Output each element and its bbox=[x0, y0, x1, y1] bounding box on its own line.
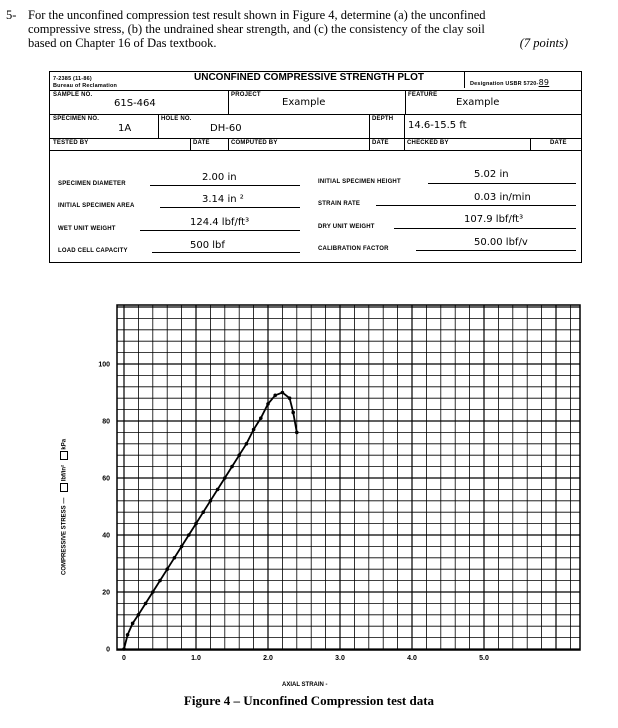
y-unit-lbf: lbf/in² bbox=[61, 464, 68, 482]
hole-no-value: DH-60 bbox=[210, 123, 242, 134]
hole-no-label: HOLE NO. bbox=[161, 116, 192, 122]
y-tick-label: 40 bbox=[102, 532, 110, 540]
y-tick-label: 20 bbox=[102, 589, 110, 597]
feature-label: FEATURE bbox=[408, 92, 438, 98]
data-point bbox=[144, 602, 148, 606]
x-tick-label: 5.0 bbox=[479, 655, 489, 662]
unit-checkbox-lbf bbox=[60, 483, 68, 492]
dry-unit-weight-label: DRY UNIT WEIGHT bbox=[318, 224, 375, 230]
specimen-diameter-label: SPECIMEN DIAMETER bbox=[58, 181, 126, 187]
date-label: DATE bbox=[193, 140, 210, 146]
calibration-factor-label: CALIBRATION FACTOR bbox=[318, 246, 389, 252]
data-point bbox=[291, 411, 295, 415]
y-axis-title bbox=[60, 435, 68, 575]
initial-specimen-height-label: INITIAL SPECIMEN HEIGHT bbox=[318, 179, 401, 185]
date-label-3: DATE bbox=[550, 140, 567, 146]
data-point bbox=[209, 499, 213, 503]
project-value: Example bbox=[282, 97, 326, 108]
unit-checkbox-kpa bbox=[60, 451, 68, 460]
data-point bbox=[126, 633, 130, 637]
specimen-diameter-value: 2.00 in bbox=[202, 172, 237, 183]
calibration-factor-value: 50.00 lbf/v bbox=[474, 237, 528, 248]
y-unit-kpa: kPa bbox=[61, 438, 68, 450]
designation-year: 89 bbox=[538, 78, 550, 87]
question-points: (7 points) bbox=[519, 36, 568, 50]
x-axis-title: AXIAL STRAIN - bbox=[282, 682, 328, 688]
y-tick-label: 60 bbox=[102, 475, 110, 483]
initial-specimen-area-value: 3.14 in ² bbox=[202, 194, 244, 205]
specimen-no-value: 1A bbox=[118, 123, 132, 134]
sample-no-value: 61S-464 bbox=[114, 98, 156, 109]
question-line-1: For the unconfined compression test result shown in Figure 4, determine (a) the unconfined bbox=[28, 8, 486, 22]
data-point bbox=[295, 431, 299, 435]
checked-by-label: CHECKED BY bbox=[407, 140, 449, 146]
data-point bbox=[252, 428, 256, 432]
initial-specimen-area-label: INITIAL SPECIMEN AREA bbox=[58, 203, 135, 209]
data-point bbox=[288, 396, 292, 400]
dry-unit-weight-value: 107.9 lbf/ft³ bbox=[464, 214, 524, 225]
x-tick-label: 0 bbox=[122, 655, 126, 662]
x-tick-label: 2.0 bbox=[263, 655, 273, 662]
data-point bbox=[151, 590, 155, 594]
feature-value: Example bbox=[456, 97, 500, 108]
x-tick-label: 3.0 bbox=[335, 655, 345, 662]
data-point bbox=[158, 579, 162, 583]
question-number: 5- bbox=[6, 8, 17, 22]
data-point bbox=[187, 533, 191, 537]
date-label-2: DATE bbox=[372, 140, 389, 146]
strain-rate-value: 0.03 in/min bbox=[474, 192, 531, 203]
data-point bbox=[259, 416, 263, 420]
data-point bbox=[165, 567, 169, 571]
depth-label: DEPTH bbox=[372, 116, 394, 122]
computed-by-label: COMPUTED BY bbox=[231, 140, 278, 146]
x-tick-label: 4.0 bbox=[407, 655, 417, 662]
load-cell-capacity-value: 500 lbf bbox=[190, 240, 225, 251]
data-point bbox=[230, 465, 234, 469]
x-tick-label: 1.0 bbox=[191, 655, 201, 662]
agency-name: Bureau of Reclamation bbox=[53, 83, 118, 89]
data-point bbox=[180, 545, 184, 549]
strain-rate-label: STRAIN RATE bbox=[318, 201, 361, 207]
data-point bbox=[245, 442, 249, 446]
y-tick-label: 100 bbox=[98, 361, 110, 369]
form-title: UNCONFINED COMPRESSIVE STRENGTH PLOT bbox=[194, 72, 425, 83]
data-point bbox=[216, 488, 220, 492]
depth-value: 14.6-15.5 ft bbox=[408, 120, 467, 131]
form-id: 7-2385 (11-86) bbox=[53, 76, 92, 82]
data-point bbox=[137, 613, 141, 617]
tested-by-label: TESTED BY bbox=[53, 140, 89, 146]
initial-specimen-height-value: 5.02 in bbox=[474, 169, 509, 180]
question-line-3: based on Chapter 16 of Das textbook. bbox=[28, 36, 217, 50]
data-point bbox=[131, 622, 135, 626]
data-point bbox=[194, 522, 198, 526]
y-axis-label: COMPRESSIVE STRESS — bbox=[61, 497, 68, 575]
project-label: PROJECT bbox=[231, 92, 261, 98]
y-tick-label: 0 bbox=[106, 646, 110, 654]
data-point bbox=[223, 476, 227, 480]
data-point bbox=[237, 453, 241, 457]
data-point bbox=[281, 391, 285, 395]
data-point bbox=[273, 394, 277, 398]
wet-unit-weight-label: WET UNIT WEIGHT bbox=[58, 226, 116, 232]
load-cell-capacity-label: LOAD CELL CAPACITY bbox=[58, 248, 128, 254]
figure-caption: Figure 4 – Unconfined Compression test data bbox=[183, 693, 435, 708]
specimen-no-label: SPECIMEN NO. bbox=[53, 116, 100, 122]
data-point bbox=[201, 510, 205, 514]
question-line-2: compressive stress, (b) the undrained shear strength, and (c) the consistency of the clay soil bbox=[28, 22, 485, 36]
data-point bbox=[266, 402, 270, 406]
sample-no-label: SAMPLE NO. bbox=[53, 92, 93, 98]
data-point bbox=[122, 647, 126, 651]
designation-text: Designation USBR 5720- bbox=[470, 81, 539, 87]
y-tick-label: 80 bbox=[102, 418, 110, 426]
data-point bbox=[173, 556, 177, 560]
wet-unit-weight-value: 124.4 lbf/ft³ bbox=[190, 217, 250, 228]
